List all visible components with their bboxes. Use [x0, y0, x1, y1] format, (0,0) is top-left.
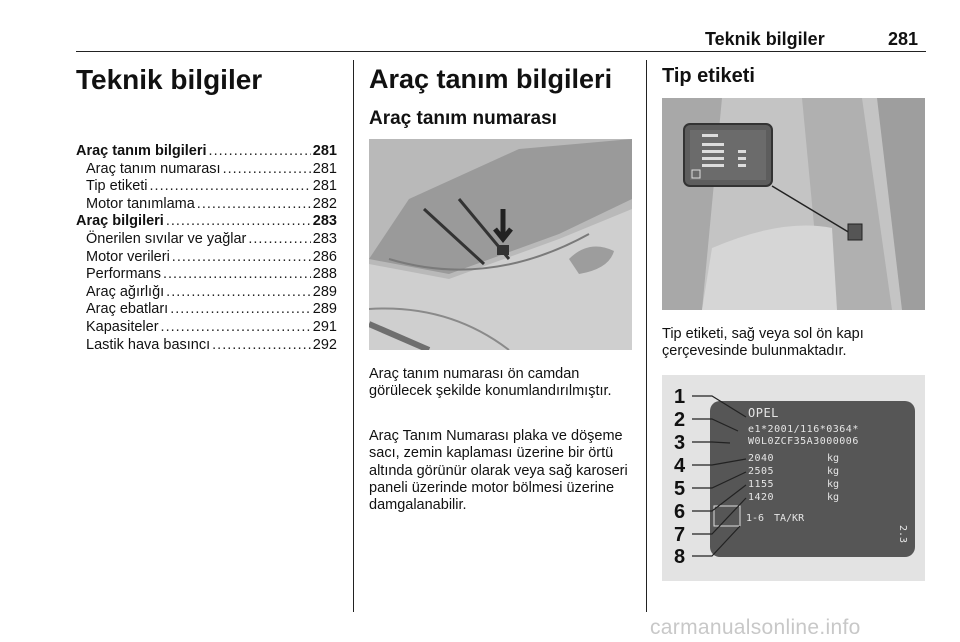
- toc-entry-label: Tip etiketi: [86, 178, 148, 195]
- toc-entry-page: 282: [312, 195, 337, 212]
- toc-entry-label: Önerilen sıvılar ve yağlar: [86, 230, 247, 247]
- label-line-text: 1420: [748, 492, 775, 503]
- watermark: carmanualsonline.info: [650, 616, 861, 639]
- toc-entry-page: 289: [312, 283, 337, 300]
- toc-leader-dots: [209, 143, 311, 161]
- label-bottom-mid-text: TA/KR: [774, 513, 805, 524]
- toc-entry-page: 281: [312, 160, 337, 177]
- toc-entry-label: Motor verileri: [86, 248, 170, 265]
- subsection-title: Araç tanım numarası: [369, 108, 557, 129]
- toc-entry-label: Motor tanımlama: [86, 195, 195, 212]
- toc-entry-page: 281: [312, 178, 337, 195]
- toc-entry-page: 288: [312, 266, 337, 283]
- toc-entry-page: 286: [312, 248, 337, 265]
- toc-entry[interactable]: [76, 284, 337, 302]
- table-of-contents: [76, 143, 337, 354]
- toc-entry[interactable]: [76, 249, 337, 267]
- callout-number: 5: [674, 478, 686, 500]
- label-bottom-right-text: 2.3: [897, 525, 908, 544]
- toc-entry[interactable]: [76, 266, 337, 284]
- toc-entry[interactable]: [76, 161, 337, 179]
- toc-leader-dots: [212, 337, 311, 355]
- toc-entry-label: Araç ağırlığı: [86, 283, 165, 300]
- callout-number: 2: [674, 409, 686, 431]
- toc-leader-dots: [166, 284, 311, 302]
- type-label-illustration: [662, 375, 925, 581]
- car-windshield-illustration: [369, 139, 632, 350]
- running-header-title: Teknik bilgiler: [705, 29, 825, 49]
- label-unit-text: kg: [827, 453, 840, 464]
- label-line-text: OPEL: [748, 406, 779, 420]
- toc-section-entry[interactable]: [76, 143, 337, 161]
- toc-entry[interactable]: [76, 319, 337, 337]
- column-divider-1: [353, 60, 354, 612]
- toc-section-entry[interactable]: [76, 213, 337, 231]
- toc-entry-label: Lastik hava basıncı: [86, 336, 211, 353]
- type-label-location-text: Tip etiketi, sağ veya sol ön kapı çerçevesinde bulunmaktadır.: [662, 326, 864, 360]
- toc-entry-label: Araç ebatları: [86, 301, 169, 318]
- label-line-text: W0L0ZCF35A3000006: [748, 436, 859, 447]
- toc-leader-dots: [166, 213, 311, 231]
- toc-leader-dots: [163, 266, 311, 284]
- page-number: 281: [888, 29, 919, 49]
- callout-number: 4: [674, 455, 686, 477]
- label-unit-text: kg: [827, 466, 840, 477]
- toc-entry-page: 283: [312, 213, 337, 230]
- label-unit-text: kg: [827, 492, 840, 503]
- toc-leader-dots: [161, 319, 311, 337]
- toc-leader-dots: [150, 178, 311, 196]
- callout-number: 3: [674, 432, 686, 454]
- label-line-text: 1155: [748, 479, 775, 490]
- toc-entry-label: Kapasiteler: [86, 318, 159, 335]
- vin-stamping-text: Araç Tanım Numarası plaka ve döşeme sacı, zemin kaplaması üzerine bir örtü altında görünür olarak veya sağ karoseri paneli üzerinde motor bölmesi üzerine damgalanabilir.: [369, 428, 628, 514]
- label-line-text: e1*2001/116*0364*: [748, 424, 859, 435]
- label-bottom-left-text: 1-6: [746, 513, 765, 524]
- windshield-vin-photo: [369, 139, 632, 350]
- label-unit-text: kg: [827, 479, 840, 490]
- callout-number: 1: [674, 386, 686, 408]
- toc-entry[interactable]: [76, 196, 337, 214]
- toc-entry[interactable]: [76, 337, 337, 355]
- toc-entry-label: Performans: [86, 266, 161, 283]
- toc-leader-dots: [223, 161, 311, 179]
- toc-leader-dots: [197, 196, 311, 214]
- callout-number: 8: [674, 546, 686, 568]
- toc-entry-label: Araç tanım bilgileri: [76, 143, 207, 159]
- toc-leader-dots: [248, 231, 310, 249]
- toc-entry[interactable]: [76, 231, 337, 249]
- toc-entry[interactable]: [76, 178, 337, 196]
- toc-entry-page: 283: [312, 230, 337, 247]
- callout-number: 6: [674, 501, 686, 523]
- callout-number: 7: [674, 524, 686, 546]
- type-label-diagram: [662, 375, 925, 581]
- section-title: Araç tanım bilgileri: [369, 64, 613, 94]
- header-rule: [76, 51, 926, 52]
- label-line-text: 2040: [748, 453, 775, 464]
- toc-entry-page: 289: [312, 301, 337, 318]
- vin-location-text: Araç tanım numarası ön camdan görülecek şekilde konumlandırılmıştır.: [369, 366, 612, 400]
- column-divider-2: [646, 60, 647, 612]
- toc-entry-label: Araç tanım numarası: [86, 160, 221, 177]
- label-line-text: 2505: [748, 466, 775, 477]
- toc-entry-label: Araç bilgileri: [76, 213, 164, 230]
- toc-entry-page: 291: [312, 318, 337, 335]
- chapter-title: Teknik bilgiler: [76, 64, 263, 95]
- type-label-title: Tip etiketi: [662, 65, 755, 87]
- toc-entry[interactable]: [76, 301, 337, 319]
- door-frame-photo: [662, 98, 925, 310]
- toc-leader-dots: [170, 301, 311, 319]
- toc-entry-page: 281: [312, 143, 337, 159]
- door-frame-illustration: [662, 98, 925, 310]
- toc-entry-page: 292: [312, 336, 337, 353]
- toc-leader-dots: [172, 249, 311, 267]
